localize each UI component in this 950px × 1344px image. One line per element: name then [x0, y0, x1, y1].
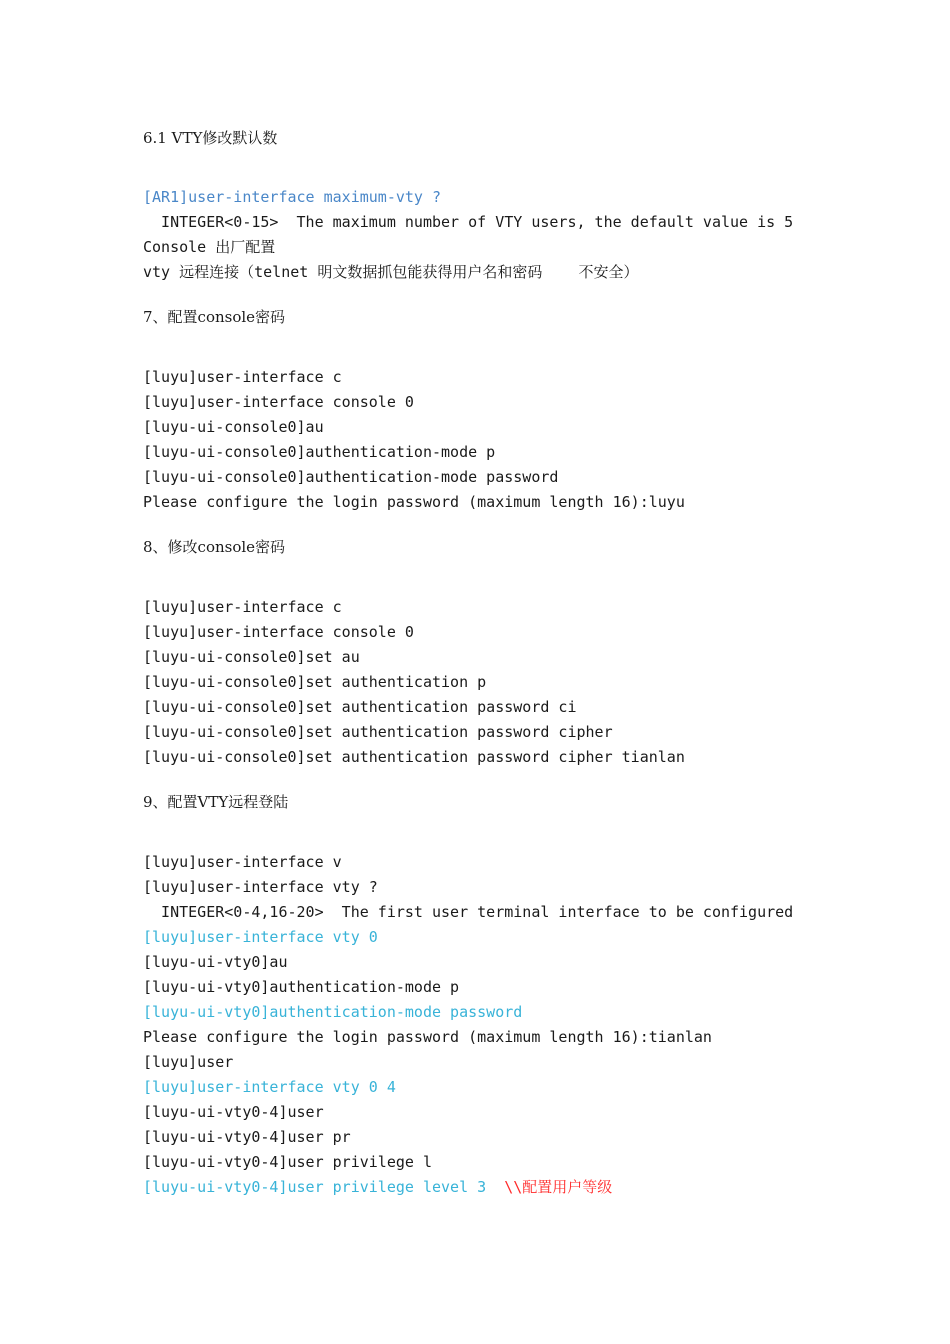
- command-line: [luyu]user-interface c: [143, 598, 342, 616]
- section-heading-9: 9、配置VTY远程登陆: [143, 793, 289, 811]
- command-line: [AR1]user-interface maximum-vty ?: [143, 188, 442, 206]
- comment-text: \\配置用户等级: [504, 1178, 613, 1196]
- command-line: [luyu-ui-vty0]authentication-mode p: [143, 978, 460, 996]
- command-line: [luyu]user-interface vty 0: [143, 928, 378, 946]
- command-line: [luyu]user-interface console 0: [143, 623, 414, 641]
- command-line: [luyu-ui-console0]set authentication password cipher: [143, 723, 613, 741]
- command-line: [luyu]user-interface v: [143, 853, 342, 871]
- command-line: [luyu]user-interface vty 0 4: [143, 1078, 396, 1096]
- command-line: [luyu-ui-console0]set authentication password cipher tianlan: [143, 748, 685, 766]
- command-line: [luyu]user: [143, 1053, 234, 1071]
- command-line: [luyu-ui-console0]au: [143, 418, 324, 436]
- note-line: vty 远程连接（telnet 明文数据抓包能获得用户名和密码 不安全）: [143, 263, 639, 281]
- note-line: Console 出厂配置: [143, 238, 276, 256]
- command-line: [luyu-ui-console0]authentication-mode password: [143, 468, 559, 486]
- output-line: INTEGER<0-4,16-20> The first user terminal interface to be configured: [143, 903, 794, 921]
- command-line: [luyu-ui-vty0-4]user: [143, 1103, 324, 1121]
- section-heading-8: 8、修改console密码: [143, 538, 286, 556]
- command-line: [luyu-ui-vty0-4]user pr: [143, 1128, 351, 1146]
- command-line: [luyu-ui-vty0]authentication-mode password: [143, 1003, 523, 1021]
- command-line: [luyu-ui-vty0-4]user privilege l: [143, 1153, 432, 1171]
- command-text: [luyu-ui-vty0-4]user privilege level 3: [143, 1178, 505, 1196]
- section-heading-7: 7、配置console密码: [143, 308, 286, 326]
- command-line: [luyu]user-interface vty ?: [143, 878, 378, 896]
- output-line: Please configure the login password (maximum length 16):luyu: [143, 493, 685, 511]
- command-line: [luyu-ui-console0]set authentication password ci: [143, 698, 577, 716]
- command-line: [luyu-ui-vty0]au: [143, 953, 288, 971]
- output-line: INTEGER<0-15> The maximum number of VTY users, the default value is 5: [143, 213, 794, 231]
- command-line: [luyu-ui-console0]set au: [143, 648, 360, 666]
- command-line: [luyu-ui-console0]authentication-mode p: [143, 443, 496, 461]
- output-line: Please configure the login password (maximum length 16):tianlan: [143, 1028, 712, 1046]
- command-line-with-comment: [143, 1177, 612, 1197]
- section-heading-6-1: 6.1 VTY修改默认数: [143, 129, 278, 147]
- command-line: [luyu-ui-console0]set authentication p: [143, 673, 487, 691]
- command-line: [luyu]user-interface c: [143, 368, 342, 386]
- command-line: [luyu]user-interface console 0: [143, 393, 414, 411]
